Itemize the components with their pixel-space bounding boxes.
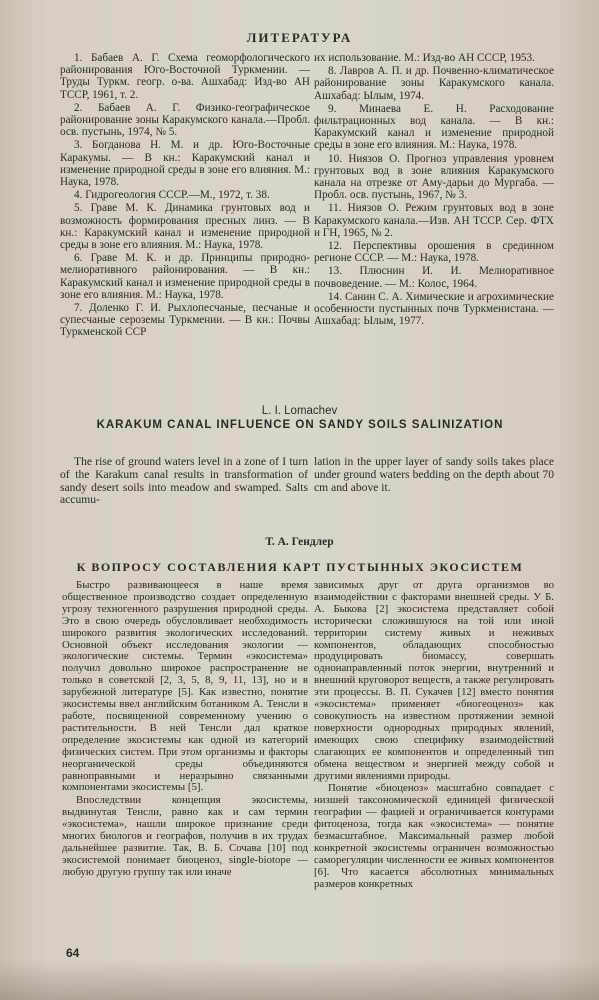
abstract-text: lation in the upper layer of sandy soils takes place under ground waters bedding on the depth about 70 cm and above it. xyxy=(314,455,554,494)
article-left-column xyxy=(62,580,308,880)
abstract-author: L. I. Lomachev xyxy=(261,405,338,417)
reference-item: 2. Бабаев А. Г. Физико-географическое районирование зоны Каракумского канала.—Пробл. осв. пустынь, 1974, № 5. xyxy=(60,101,310,139)
references-right-column xyxy=(314,52,554,328)
reference-item: их использование. М.: Изд-во АН СССР, 1953. xyxy=(314,52,535,64)
reference-item: 14. Санин С. А. Химические и агрохимические особенности пустынных почв Туркменистана. — Ашхабад: Ылым, 1977. xyxy=(314,290,554,328)
reference-item: 4. Гидрогеология СССР.—М., 1972, т. 38. xyxy=(74,189,270,202)
abstract-text: The rise of ground waters level in a zone of I turn of the Karakum canal results in transformation of sandy desert soils into meadow and swamped. Salts accumu- xyxy=(60,455,308,507)
reference-item: 3. Богданова Н. М. и др. Юго-Восточные Каракумы. — В кн.: Каракумский канал и изменение природной среды в зоне его влияния. М.: Наука, 1978. xyxy=(60,139,310,189)
article-paragraph: Впоследствии концепция экосистемы, выдвинутая Тенсли, равно как и сам термин «экосистема», нашли широкое признание среди многих биологов и географов, получив в их трудах дальнейшее развитие. Так, В. Б. Сочава [10] под экосистемой понимает биоценоз, single-biotope — любую другую группу так или иначе xyxy=(62,794,308,878)
article-paragraph: Быстро развивающееся в наше время общественное производство создает определенную угрозу техногенного разрушения природной среды. Это в свою очередь обусловливает необходимость широкого развития экологических исследований. Основной объект исследования экологии — экологические системы. Термин «экосистема» получил довольно широкое распространение не только в советской [2, 3, 5, 8, 9, 11, 13], но и в зарубежной литературе [5]. Как известно, понятие экосистемы ввел английским ботаником А. Тенсли в работе, посвященной современному учению о растительности. В ней Тенсли дал краткое определение экосистемы как одной из категорий физических систем. При этом организмы и факторы неорганической среды объединяются равноправными и неразрывно связанными компонентами экосистемы [5]. xyxy=(62,579,308,794)
reference-item: 10. Ниязов О. Прогноз управления уровнем грунтовых вод в зоне влияния Каракумского канала на отрезке от Аму-дарьи до Мургаба. — Пробл. осв. пустынь, 1967, № 3. xyxy=(314,152,554,202)
reference-item: 13. Плюснин И. И. Мелиоративное почвоведение. — М.: Колос, 1964. xyxy=(314,265,554,290)
article-paragraph: зависимых друг от друга организмов во взаимодействии с факторами внешней среды. У Б. А. Быкова [2] экосистема представляет собой исторически сложившуюся на той или иной территории систему живых и неживых компонентов, обладающих способностью продуцировать биомассу, совершать однонаправленный поток энергии, внутренний и внешний круговорот веществ, а также регулировать эти процессы. В. П. Сукачев [12] вместо понятия «экосистема» применяет «биогеоценоз» как совокупность на известном протяжении земной поверхности однородных природных явлений, имеющих свою специфику взаимодействий слагающих ее компонентов и определенный тип обмена веществом и энергией между собой и другими явлениями природы. xyxy=(314,579,554,782)
reference-item: 9. Минаева Е. Н. Расходование фильтрационных вод канала. — В кн.: Каракумский канал и изменение природной среды в зоне его влияния. М.: Наука, 1978. xyxy=(314,102,554,152)
abstract-left-column xyxy=(60,456,308,508)
page-shadow xyxy=(0,960,599,1000)
article-title: К ВОПРОСУ СОСТАВЛЕНИЯ КАРТ ПУСТЫННЫХ ЭКОСИСТЕМ xyxy=(76,560,524,574)
references-left-column xyxy=(60,52,310,340)
article-author: Т. А. Гендлер xyxy=(265,536,334,548)
reference-item: 7. Доленко Г. И. Рыхлопесчаные, песчаные и супесчаные сероземы Туркмении. — В кн.: Почвы Туркменской ССР xyxy=(60,302,310,339)
reference-item: 12. Перспективы орошения в срединном регионе СССР. — М.: Наука, 1978. xyxy=(314,240,554,265)
reference-item: 6. Граве М. К. и др. Принципы природно-мелиоративного районирования. — В кн.: Каракумский канал и изменение природной среды в зоне его влияния. М.: Наука, 1978. xyxy=(60,252,310,301)
reference-item: 5. Граве М. К. Динамика грунтовых вод и возможность формирования пресных линз. — В кн.: Каракумский канал и изменение природной среды в зоне его влияния. М.: Наука, 1978. xyxy=(60,202,310,252)
abstract-right-column xyxy=(314,456,554,495)
article-right-column xyxy=(314,580,554,892)
literature-heading: ЛИТЕРАТУРА xyxy=(246,30,353,45)
reference-item: 1. Бабаев А. Г. Схема геоморфологического районирования Юго-Восточной Туркмении. — Труды Туркм. геогр. о-ва. Ашхабад: Изд-во АН ТССР, 1961, т. 2. xyxy=(60,52,310,101)
reference-item: 11. Ниязов О. Режим грунтовых вод в зоне Каракумского канала.—Изв. АН ТССР. Сер. ФТХ и ГН, 1965, № 2. xyxy=(314,202,554,239)
article-paragraph: Понятие «биоценоз» масштабно совпадает с низшей таксономической единицей физической географии — фацией и ограничивается контурами фитоценоза, тогда как «экосистема» — понятие безмасштабное. Максимальный размер любой конкретной экосистемы ограничен возможностью саморегуляции численности ее живых компонентов [6]. Что касается абсолютных минимальных размеров конкретных xyxy=(314,782,554,890)
reference-item: 8. Лавров А. П. и др. Почвенно-климатическое районирование зоны Каракумского канала. Ашхабад: Ылым, 1974. xyxy=(314,65,554,102)
page-number: 64 xyxy=(66,946,80,960)
abstract-title: KARAKUM CANAL INFLUENCE ON SANDY SOILS SALINIZATION xyxy=(96,419,504,431)
